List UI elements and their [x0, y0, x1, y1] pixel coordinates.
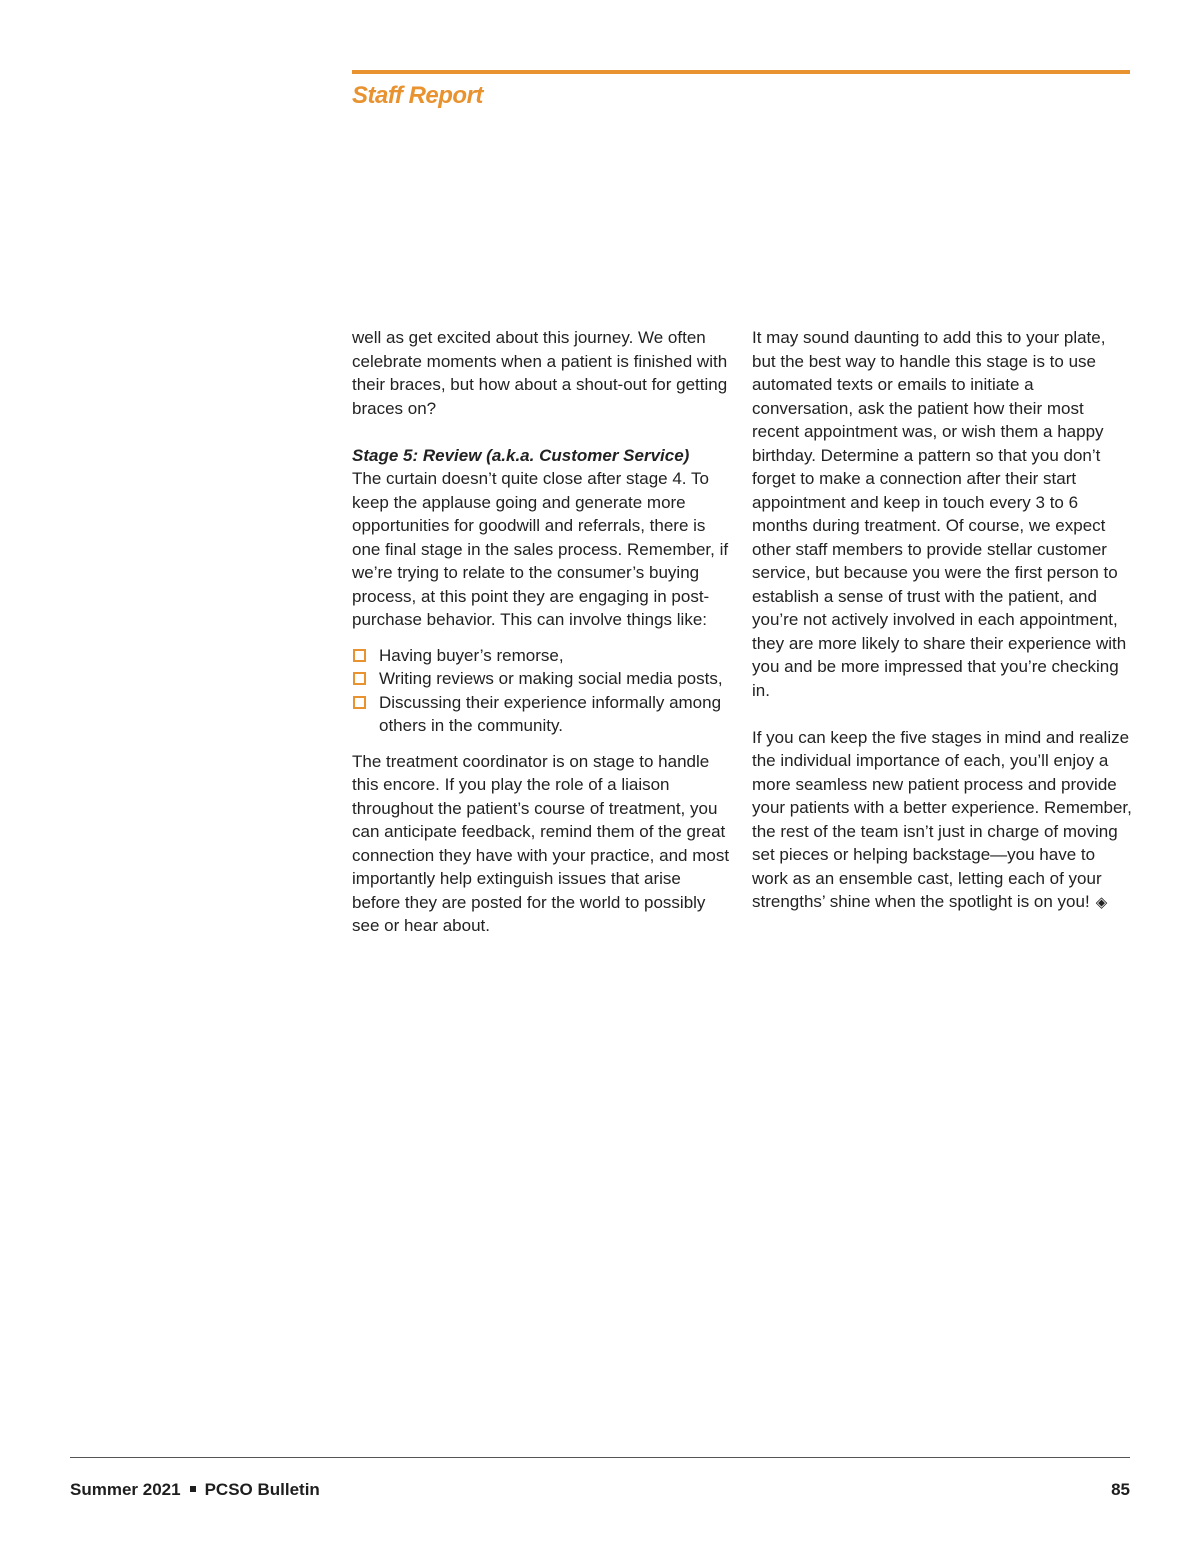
section-title: Staff Report [352, 82, 483, 109]
square-separator-icon [190, 1486, 196, 1492]
closing-paragraph: The treatment coordinator is on stage to handle this encore. If you play the role of a liaison throughout the patient’s course of treatment, you can anticipate feedback, remind them of the great connection they have with your practice, and most importantly help extinguish issues that arise before they are posted for the world to possibly see or hear about. [352, 751, 730, 935]
list-item-text: Writing reviews or making social media posts, [379, 669, 723, 688]
list-item [352, 644, 730, 668]
right-paragraph-1: It may sound daunting to add this to your plate, but the best way to handle this stage is to use automated texts or emails to initiate a conversation, ask the patient how their most recent appointment was, or wish them a happy birthday. Determine a pattern so that you don’t forget to make a connection after their start appointment and keep in touch every 3 to 6 months during treatment. Of course, we expect other staff members to provide stellar customer service, but because you were the first person to establish a sense of trust with the patient, and you’re not actively involved in each appointment, they are more likely to share their experience with you and be more impressed that you’re checking in. [752, 328, 1127, 700]
header-rule [352, 70, 1130, 74]
right-paragraph-2-text: If you can keep the five stages in mind and realize the individual importance of each, you’ll enjoy a more seamless new patient process and provide your patients with a better experience. Remember, the rest of the team isn’t just in charge of moving set pieces or helping backstage—you have to work as an ensemble cast, letting each of your strengths’ shine when the spotlight is on you! [752, 727, 1132, 911]
diamond-end-mark-icon: ◈ [1095, 894, 1108, 911]
page-number: 85 [1111, 1480, 1130, 1499]
footer-issue-info [70, 1480, 320, 1500]
list-item-text: Discussing their experience informally among others in the community. [379, 692, 722, 735]
footer-rule [70, 1457, 1130, 1458]
stage5-body: The curtain doesn’t quite close after stage 4. To keep the applause going and generate more opportunities for goodwill and referrals, there is one final stage in the sales process. Remember, if we’re trying to relate to the consumer’s buying process, at this point they are engaging in post-purchase behavior. This can involve things like: [352, 469, 729, 629]
list-item-text: Having buyer’s remorse, [379, 645, 564, 665]
checkbox-square-icon [353, 649, 366, 662]
footer-publication: PCSO Bulletin [204, 1480, 320, 1499]
right-paragraph-2 [752, 726, 1132, 915]
checkbox-square-icon [353, 696, 366, 709]
right-column [752, 326, 1132, 938]
left-column [352, 326, 730, 961]
footer-issue: Summer 2021 [70, 1480, 181, 1499]
intro-paragraph: well as get excited about this journey. We often celebrate moments when a patient is finished with their braces, but how about a shout-out for getting braces on? [352, 328, 728, 418]
checkbox-square-icon [353, 672, 366, 685]
list-item [352, 691, 730, 738]
stage5-heading: Stage 5: Review (a.k.a. Customer Service) [352, 445, 690, 465]
list-item [352, 667, 730, 691]
behavior-list [352, 644, 730, 738]
stage5-section [352, 444, 730, 632]
